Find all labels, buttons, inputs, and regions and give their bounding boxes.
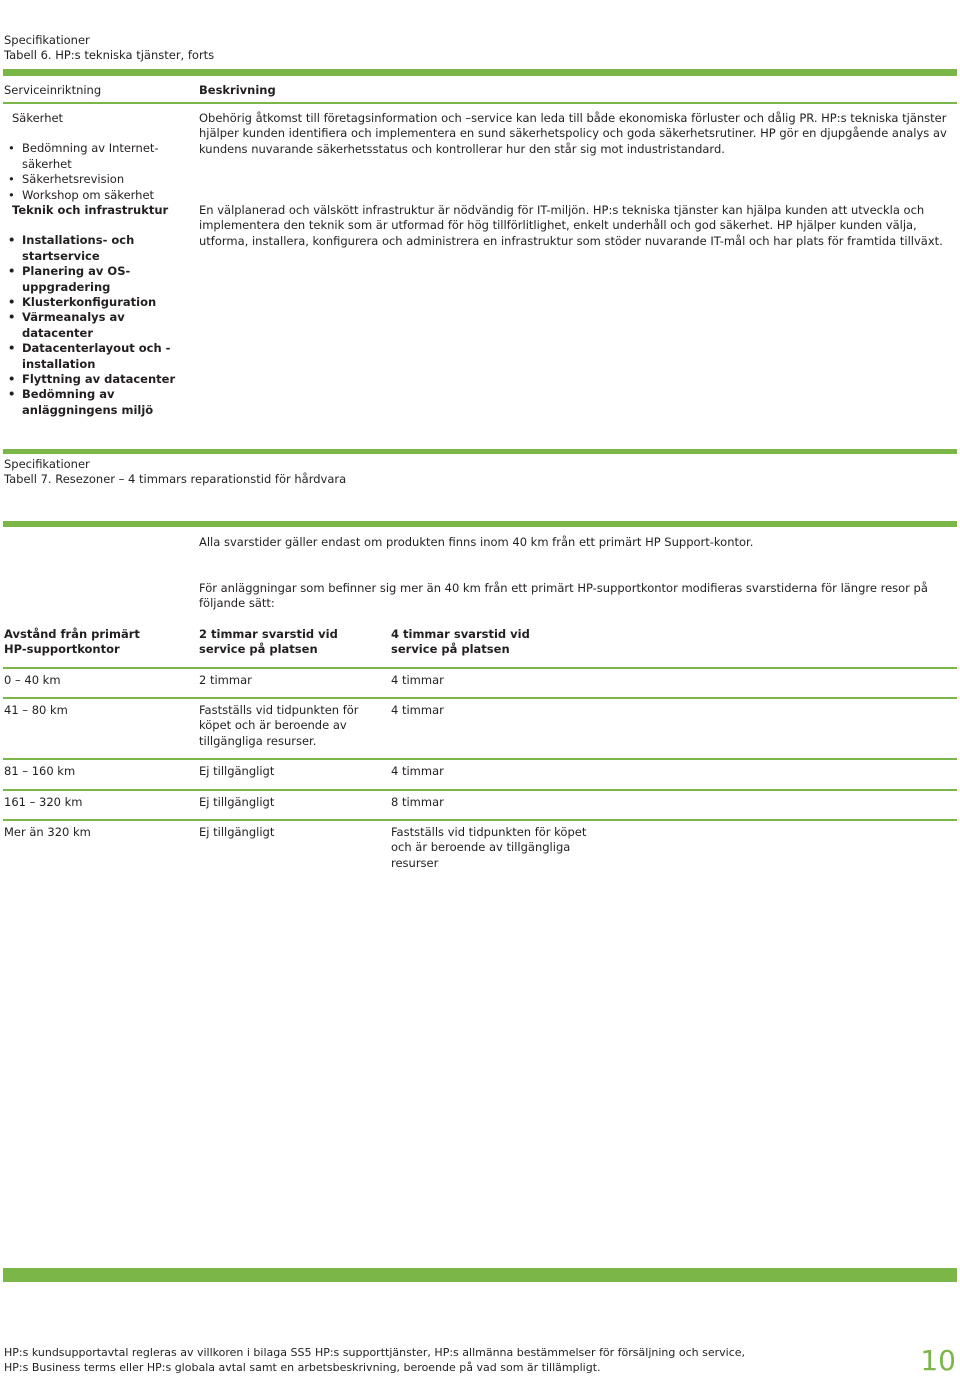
table7-note-1: Alla svarstider gäller endast om produkten finns inom 40 km från ett primärt HP Support-kontor. bbox=[199, 535, 754, 549]
row-infrastructure-title: Teknik och infrastruktur bbox=[12, 203, 169, 217]
table-cell: 2 timmar bbox=[199, 673, 252, 687]
row-infrastructure-list bbox=[4, 233, 199, 418]
row-security-title: Säkerhet bbox=[12, 111, 64, 125]
table6-title: Tabell 6. HP:s tekniska tjänster, forts bbox=[4, 48, 215, 62]
list-item: • Bedömning av anläggningens miljö bbox=[4, 387, 199, 418]
list-item: • Värmeanalys av datacenter bbox=[4, 310, 199, 341]
row-infrastructure bbox=[4, 203, 199, 418]
list-item: • Installations- och startservice bbox=[4, 233, 199, 264]
table7-divider bbox=[3, 819, 957, 821]
table-cell: Fastställs vid tidpunkten för köpet och är beroende av tillgängliga resurser. bbox=[199, 703, 359, 748]
table-cell: 4 timmar bbox=[391, 703, 444, 717]
table7-title: Tabell 7. Resezoner – 4 timmars reparationstid för hårdvara bbox=[4, 472, 347, 486]
section2-label: Specifikationer bbox=[4, 457, 90, 471]
table-cell: Mer än 320 km bbox=[4, 825, 91, 839]
table-cell: 8 timmar bbox=[391, 795, 444, 809]
table-cell: Ej tillgängligt bbox=[199, 764, 275, 778]
table7-divider bbox=[3, 667, 957, 669]
table7-divider bbox=[3, 758, 957, 760]
footer-text bbox=[4, 1345, 884, 1376]
row-infrastructure-description: En välplanerad och välskött infrastruktur är nödvändig för IT-miljön. HP:s tekniska tjänster kan hjälpa kunden att utveckla och implementera den teknik som är utformad för hög tillförlitlighet, enkelt underhåll och god säkerhet. HP hjälper kunden välja, utforma, installera, konfigurera och administrera en infrastruktur som stöder nuvarande IT-mål och har plats för framtida tillväxt. bbox=[199, 203, 943, 248]
footer-line-1: HP:s kundsupportavtal regleras av villkoren i bilaga SS5 HP:s supporttjänster, HP:s allmänna bestämmelser för försäljning och service, bbox=[4, 1346, 746, 1359]
green-bar-table7 bbox=[3, 521, 957, 527]
col-header-service: Serviceinriktning bbox=[4, 83, 102, 97]
table7-divider bbox=[3, 697, 957, 699]
table-cell: 4 timmar bbox=[391, 673, 444, 687]
footer-line-2: HP:s Business terms eller HP:s globala avtal samt en arbetsbeskrivning, beroende på vad som är tillämpligt. bbox=[4, 1361, 601, 1375]
green-bar-top bbox=[3, 69, 957, 76]
table7-note-2: För anläggningar som befinner sig mer än 40 km från ett primärt HP-supportkontor modifieras svarstiderna för längre resor på följande sätt: bbox=[199, 581, 928, 611]
table-cell: Fastställs vid tidpunkten för köpet och är beroende av tillgängliga resurser bbox=[391, 825, 587, 870]
table7-header-2h: 2 timmar svarstid vid service på platsen bbox=[199, 627, 338, 657]
list-item: • Säkerhetsrevision bbox=[4, 172, 194, 187]
table7-header-4h: 4 timmar svarstid vid service på platsen bbox=[391, 627, 530, 657]
col-header-description: Beskrivning bbox=[199, 83, 276, 97]
table-cell: 81 – 160 km bbox=[4, 764, 76, 778]
table7-header-distance: Avstånd från primärt HP-supportkontor bbox=[4, 627, 140, 657]
table-cell: Ej tillgängligt bbox=[199, 795, 275, 809]
table-cell: 4 timmar bbox=[391, 764, 444, 778]
list-item: • Workshop om säkerhet bbox=[4, 188, 194, 203]
row-security-list bbox=[4, 141, 194, 203]
green-bar-section2 bbox=[3, 449, 957, 454]
list-item: • Planering av OS-uppgradering bbox=[4, 264, 199, 295]
list-item: • Flyttning av datacenter bbox=[4, 372, 199, 387]
row-security bbox=[4, 111, 194, 203]
table7-divider bbox=[3, 789, 957, 791]
green-bar-bottom bbox=[3, 1268, 957, 1282]
section-label: Specifikationer bbox=[4, 33, 90, 47]
table-cell: 161 – 320 km bbox=[4, 795, 83, 809]
list-item: • Bedömning av Internet-säkerhet bbox=[4, 141, 194, 172]
table-cell: 41 – 80 km bbox=[4, 703, 68, 717]
list-item: • Datacenterlayout och -installation bbox=[4, 341, 199, 372]
row-security-description: Obehörig åtkomst till företagsinformation och –service kan leda till både ekonomiska förluster och dålig PR. HP:s tekniska tjänster hjälper kunden identifiera och implementera en sund säkerhetspolicy och goda säkerhetsrutiner. HP gör en djupgående analys av kundens nuvarande säkerhetsstatus och kontrollerar hur den står sig mot industristandard. bbox=[199, 111, 947, 156]
table-cell: 0 – 40 km bbox=[4, 673, 61, 687]
table-cell: Ej tillgängligt bbox=[199, 825, 275, 839]
header-divider bbox=[3, 102, 957, 104]
page-number: 10 bbox=[920, 1344, 956, 1377]
list-item: • Klusterkonfiguration bbox=[4, 295, 199, 310]
